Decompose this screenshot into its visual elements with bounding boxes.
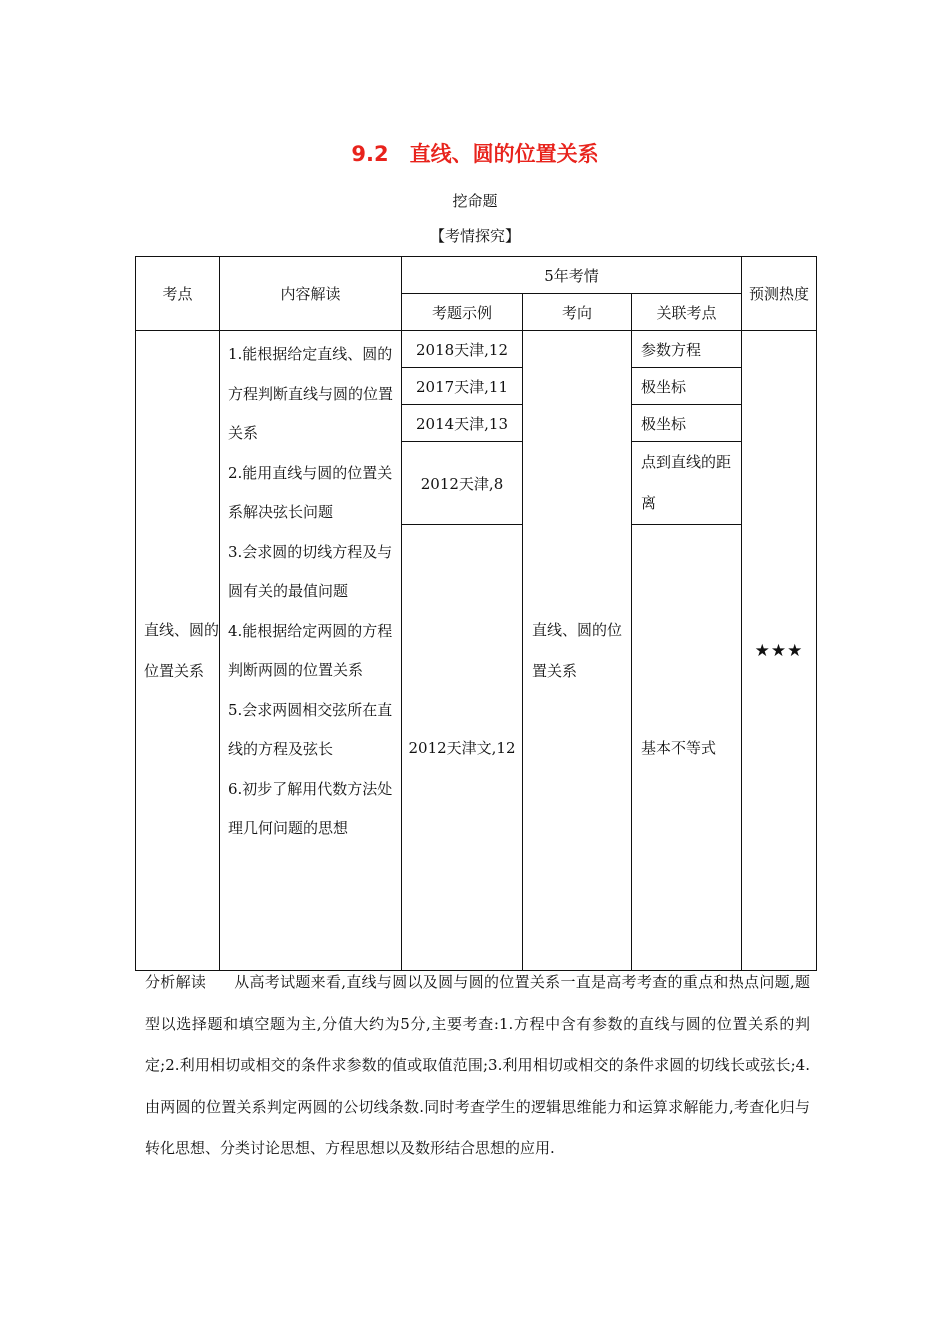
analysis-text: 从高考试题来看,直线与圆以及圆与圆的位置关系一直是高考考查的重点和热点问题,题型以选择题和填空题为主,分值大约为5分,主要考查:1.方程中含有参数的直线与圆的位置关系的判定;2.利用相切或相交的条件求参数的值或取值范围;3.利用相切或相交的条件求圆的切线长或弦长;4.由两圆的位置关系判定两圆的公切线条数.同时考查学生的逻辑思维能力和运算求解能力,考查化归与转化思想、分类讨论思想、方程思想以及数形结合思想的应用. — [145, 973, 810, 1157]
direction-cell: 直线、圆的位置关系 — [523, 331, 632, 971]
heat-stars: ★★★ — [742, 331, 817, 971]
example-cell: 2018天津,12 — [402, 331, 523, 368]
header-heat: 预测热度 — [742, 257, 817, 331]
header-related: 关联考点 — [632, 294, 742, 331]
related-cell: 极坐标 — [632, 405, 742, 442]
example-cell: 2012天津文,12 — [402, 525, 523, 971]
example-cell: 2012天津,8 — [402, 442, 523, 525]
header-example: 考题示例 — [402, 294, 523, 331]
related-cell: 点到直线的距离 — [632, 442, 742, 525]
header-direction: 考向 — [523, 294, 632, 331]
content-item: 4.能根据给定两圆的方程判断两圆的位置关系 — [228, 621, 393, 679]
analysis-label: 分析解读 — [145, 973, 207, 991]
related-cell: 极坐标 — [632, 368, 742, 405]
example-cell: 2014天津,13 — [402, 405, 523, 442]
content-item: 5.会求两圆相交弦所在直线的方程及弦长 — [228, 700, 393, 758]
content-item: 1.能根据给定直线、圆的方程判断直线与圆的位置关系 — [228, 345, 394, 442]
header-five-year: 5年考情 — [402, 257, 742, 294]
header-kaodian: 考点 — [136, 257, 220, 331]
related-cell: 基本不等式 — [632, 525, 742, 971]
section-heading: 【考情探究】 — [429, 227, 520, 245]
content-item: 3.会求圆的切线方程及与圆有关的最值问题 — [228, 542, 393, 600]
content-item: 6.初步了解用代数方法处理几何问题的思想 — [228, 779, 393, 837]
header-content: 内容解读 — [220, 257, 402, 331]
page-title: 9.2 直线、圆的位置关系 — [351, 142, 599, 166]
kaodian-cell: 直线、圆的位置关系 — [136, 331, 220, 971]
content-item: 2.能用直线与圆的位置关系解决弦长问题 — [228, 463, 393, 521]
example-cell: 2017天津,11 — [402, 368, 523, 405]
analysis-paragraph — [145, 962, 810, 1170]
subtitle: 挖命题 — [452, 192, 498, 210]
exam-analysis-table — [135, 256, 817, 971]
related-cell: 参数方程 — [632, 331, 742, 368]
content-cell — [220, 331, 402, 971]
